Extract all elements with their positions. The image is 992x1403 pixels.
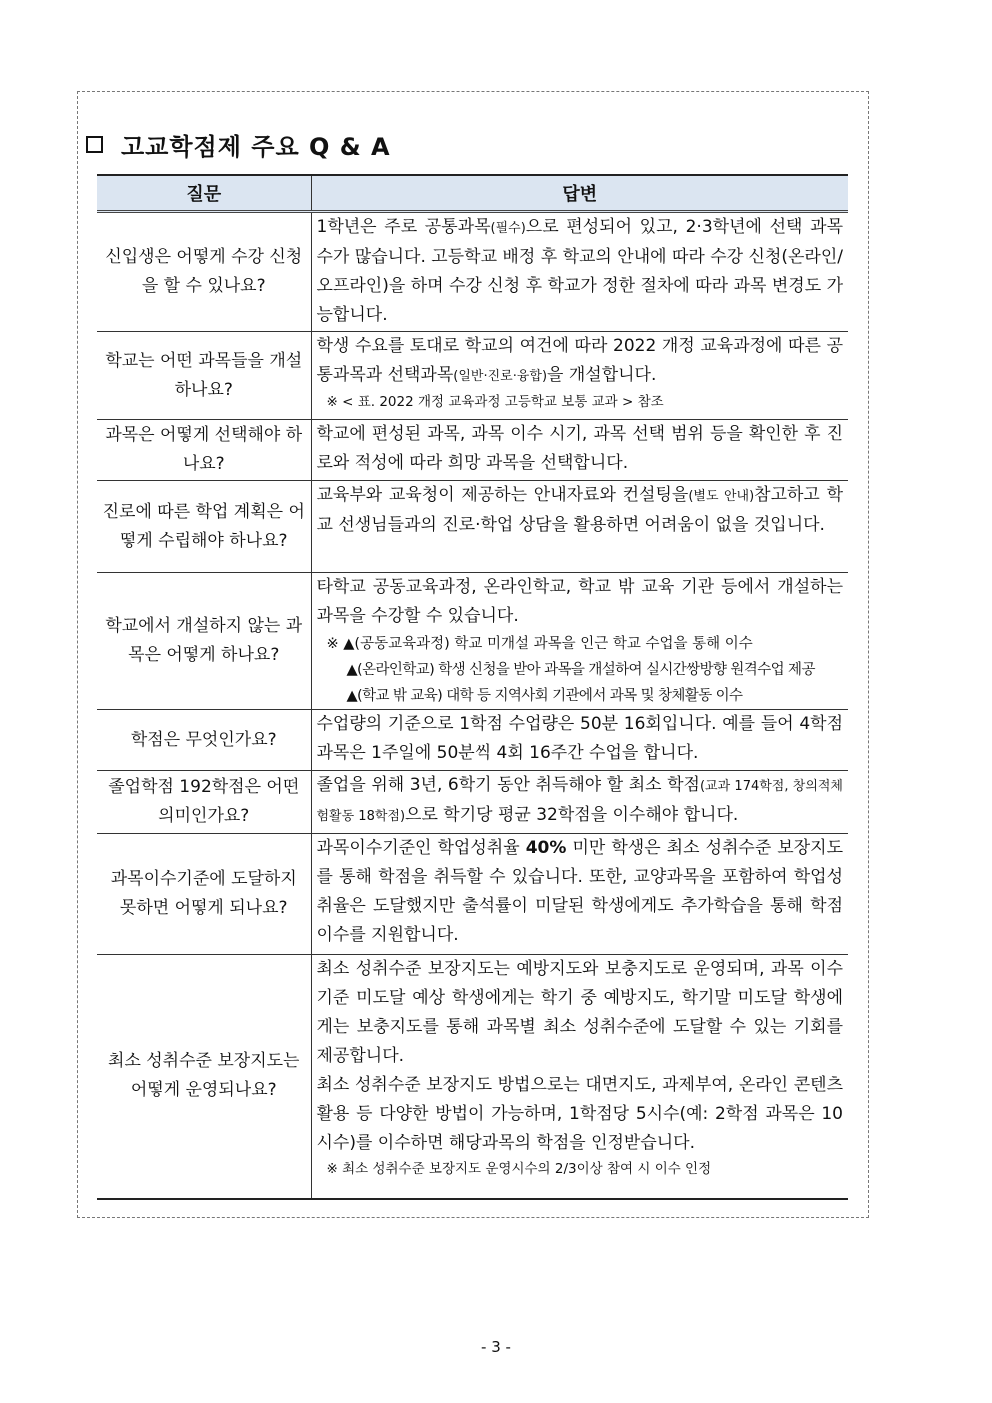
question-cell [97,481,311,573]
table-row [97,332,848,420]
answer-text: 교육부와 교육청이 제공하는 안내자료와 컨설팅을 [316,485,689,505]
answer-text: 타학교 공동교육과정, 온라인학교, 학교 밖 교육 기관 등에서 개설하는 과목을 수강할 수 있습니다. [316,577,843,626]
page-number: - 3 - [481,1338,511,1356]
answer-cell [311,955,848,1199]
table-row [97,710,848,771]
answer-text: 최소 성취수준 보장지도 방법으로는 대면지도, 과제부여, 온라인 콘텐츠 활용 등 다양한 방법이 가능하며, 1학점당 5시수(예: 2학점 과목은 10시수)를 이수하면 해당과목의 학점을 인정받습니다. [316,1075,843,1153]
reference-note: ※ 최소 성취수준 보장지도 운영시수의 2/3이상 참여 시 이수 인정 [326,1161,712,1177]
bullet-item: ▲(학교 밖 교육) 대학 등 지역사회 기관에서 과목 및 창체활동 이수 [346,688,743,704]
table-row [97,212,848,332]
qa-table [97,174,848,1200]
answer-text: 미만 학생은 최소 성취수준 보장지도를 통해 학점을 취득할 수 있습니다. 또한, 교양과목을 포함하여 학업성취율은 도달했지만 출석률이 미달된 학생에게도 추가학습을 통해 학점 이수를 지원합니다. [316,838,843,945]
question-cell [97,573,311,710]
question-cell [97,955,311,1199]
answer-cell [311,481,848,573]
answer-text: 과목이수기준인 학업성취율 [316,838,526,858]
answer-bold-text: 40% [525,838,567,858]
question-cell [97,834,311,955]
answer-text: 으로 편성되어 있고, 2·3학년에 선택 과목 수가 많습니다. 고등학교 배정 후 학교의 안내에 따라 수강 신청(온라인/오프라인)을 하며 수강 신청 후 학교가 정한 절차에 따라 과목 변경도 가능합니다. [316,217,843,325]
answer-text: 졸업을 위해 3년, 6학기 동안 취득해야 할 최소 학점 [316,775,700,795]
answer-text: 1학년은 주로 공통과목 [316,217,491,237]
question-text: 학교는 어떤 과목들을 개설하나요? [105,350,303,400]
table-row [97,573,848,710]
answer-cell [311,771,848,834]
bullet-item: ※ ▲(공동교육과정) 학교 미개설 과목을 인근 학교 수업을 통해 이수 [326,636,753,652]
answer-column-header: 답변 [311,175,848,212]
answer-text: 학교에 편성된 과목, 과목 이수 시기, 과목 선택 범위 등을 확인한 후 진로와 적성에 따라 희망 과목을 선택합니다. [316,424,843,473]
answer-cell [311,834,848,955]
answer-text: 학생 수요를 토대로 학교의 여건에 따라 2022 개정 교육과정에 따른 공통과목과 선택과목 [316,336,843,385]
reference-note: ※ < 표. 2022 개정 교육과정 고등학교 보통 교과 > 참조 [326,394,664,410]
answer-small-text: (필수) [490,221,526,236]
table-row [97,834,848,955]
question-text: 최소 성취수준 보장지도는 어떻게 운영되나요? [108,1051,300,1101]
answer-small-text: (교과 174학점, 창의적체험활동 18학점) [316,779,843,824]
answer-text: 으로 학기당 평균 32학점을 이수해야 합니다. [405,805,739,825]
table-row [97,481,848,573]
answer-cell [311,420,848,481]
answer-cell [311,573,848,710]
question-cell [97,332,311,420]
table-row [97,771,848,834]
question-text: 진로에 따른 학업 계획은 어떻게 수립해야 하나요? [102,501,305,551]
answer-small-text: (일반·진로·융합) [453,369,548,384]
question-cell [97,420,311,481]
question-cell [97,771,311,834]
question-text: 학점은 무엇인가요? [130,729,277,750]
heading-text: 고교학점제 주요 Q & A [121,132,391,161]
table-row [97,955,848,1199]
bullet-item: ▲(온라인학교) 학생 신청을 받아 과목을 개설하여 실시간쌍방향 원격수업 제공 [346,662,815,678]
answer-cell [311,332,848,420]
question-column-header: 질문 [97,175,311,212]
answer-text: 최소 성취수준 보장지도는 예방지도와 보충지도로 운영되며, 과목 이수 기준 미도달 예상 학생에게는 학기 중 예방지도, 학기말 미도달 학생에게는 보충지도를 통해 과목별 최소 성취수준에 도달할 수 있는 기회를 제공합니다. [316,959,843,1066]
table-header-row [97,175,848,212]
answer-text: 을 개설합니다. [547,365,657,385]
question-text: 졸업학점 192학점은 어떤 의미인가요? [108,777,300,826]
question-text: 과목은 어떻게 선택해야 하나요? [105,425,303,474]
section-heading [86,126,391,162]
answer-cell [311,212,848,332]
answer-small-text: (별도 안내) [688,489,755,504]
question-text: 학교에서 개설하지 않는 과목은 어떻게 하나요? [105,616,303,665]
answer-cell [311,710,848,771]
table-row [97,420,848,481]
question-text: 과목이수기준에 도달하지 못하면 어떻게 되나요? [110,869,297,918]
question-cell [97,710,311,771]
question-cell [97,212,311,332]
answer-text: 수업량의 기준으로 1학점 수업량은 50분 16회입니다. 예를 들어 4학점 과목은 1주일에 50분씩 4회 16주간 수업을 합니다. [316,714,843,763]
answer-text: 참고하고 학교 선생님들과의 진로·학업 상담을 활용하면 어려움이 없을 것입니다. [316,485,844,535]
question-text: 신입생은 어떻게 수강 신청을 할 수 있나요? [105,247,303,296]
checkbox-square-icon [86,136,103,153]
